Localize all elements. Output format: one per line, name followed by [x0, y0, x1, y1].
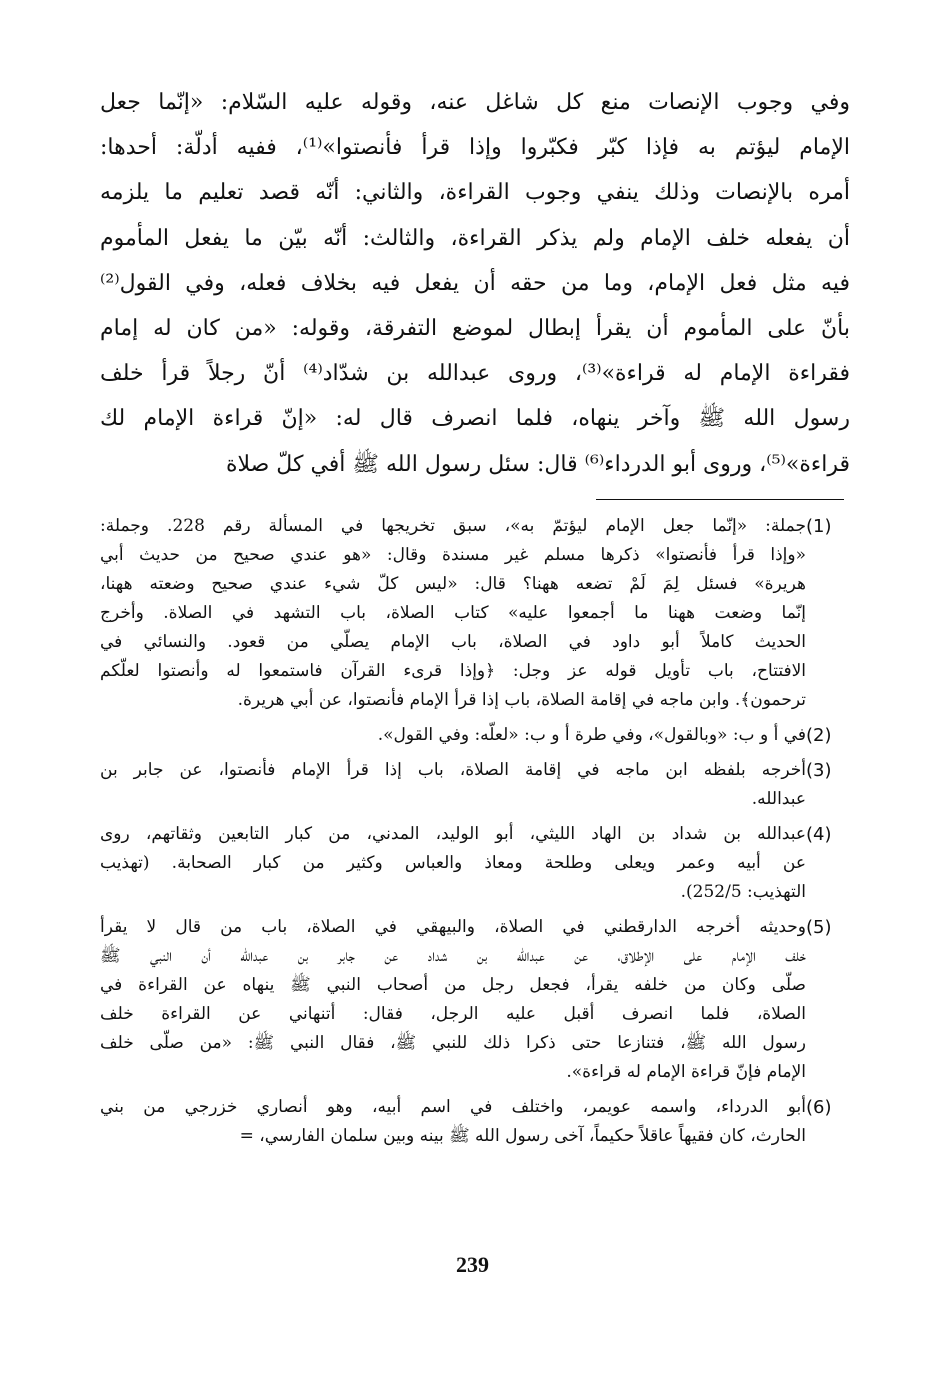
footnote-line: الافتتاح، باب تأويل قوله عز وجل: ﴿وإذا قرىء القرآن فاستمعوا له وأنصتوا لعلّكم: [100, 661, 806, 681]
page-number: 239: [456, 1252, 489, 1277]
footnote-body: [100, 913, 806, 1087]
footnotes-block: [100, 512, 850, 1157]
footnote-line: جملة: «إنّما جعل الإمام ليؤتمّ به»، سبق تخريجها في المسألة رقم 228. وجملة:: [100, 516, 806, 536]
footnote-2: [100, 721, 850, 750]
footnote-body: [100, 1093, 806, 1151]
main-text-line: رسول الله ﷺ وآخر ينهاه، فلما انصرف قال له: «إنّ قراءة الإمام لك: [100, 406, 850, 432]
footnote-line: عن أبيه وعمر ويعلى وطلحة ومعاذ والعباس وكثير من كبار الصحابة. (تهذيب: [100, 853, 806, 873]
footnote-line: عبدالله.: [751, 789, 806, 809]
footnote-line: هريرة» فسئل لِمَ لَمْ تضعه ههنا؟ قال: «ليس كلّ شيء عندي صحيح وضعته ههنا،: [100, 574, 806, 594]
footnote-4: [100, 820, 850, 907]
footnote-line: عبدالله بن شداد بن الهاد الليثي، أبو الوليد، المدني، من كبار التابعين وثقاتهم، روى: [100, 824, 806, 844]
footnote-number: (4): [806, 824, 832, 845]
footnote-line: الإمام فإنّ قراءة الإمام له قراءة».: [566, 1062, 806, 1082]
main-text-line: الإمام ليؤتم به فإذا كبّر فكبّروا وإذا قرأ فأنصتوا»⁽¹⁾، ففيه أدلّة: أحدها:: [100, 135, 850, 161]
main-text-line: قراءة»⁽⁵⁾، وروى أبو الدرداء⁽⁶⁾ قال: سئل رسول الله ﷺ أفي كلّ صلاة: [225, 451, 850, 477]
footnote-line: في أ و ب: «وبالقول»، وفي طرة أ و ب: «لعلّه: وفي القول».: [377, 725, 806, 745]
footnote-3: [100, 756, 850, 814]
footnote-line: وحديثه أخرجه الدارقطني في الصلاة، والبيهقي في الصلاة، باب من قال لا يقرأ: [100, 917, 806, 937]
footnote-line: الحارث، كان فقيهاً عاقلاً حكيماً، آخى رسول الله ﷺ بينه وبين سلمان الفارسي، =: [239, 1126, 806, 1146]
footnote-body: [100, 512, 806, 715]
footnote-line: أبو الدرداء، واسمه عويمر، واختلف في اسم أبيه، وهو أنصاري خزرجي من بني: [100, 1097, 806, 1117]
main-text-line: فقراءة الإمام له قراءة»⁽³⁾، وروى عبدالله بن شدّاد⁽⁴⁾ أنّ رجلاً قرأ خلف: [100, 361, 850, 387]
footnote-number: (5): [806, 917, 832, 938]
main-text-line: أن يفعله خلف الإمام ولم يذكر القراءة، والثالث: أنّه بيّن ما يفعل المأموم: [100, 225, 850, 251]
footnote-line: ترحمون﴾. وابن ماجه في إقامة الصلاة، باب إذا قرأ الإمام فأنصتوا، عن أبي هريرة.: [237, 690, 806, 710]
footnote-body: [100, 756, 806, 814]
footnote-line: خلف الإمام على الإطلاق، عن عبدالله بن شداد عن جابر بن عبدالله أن النبي ﷺ: [100, 946, 806, 966]
footnote-body: [100, 820, 806, 907]
main-text-block: [100, 80, 850, 487]
footnote-line: إنّما وضعت ههنا ما أجمعوا عليه» كتاب الصلاة، باب التشهد في الصلاة. وأخرج: [100, 603, 806, 623]
footnote-6: [100, 1093, 850, 1151]
footnote-number: (1): [806, 516, 832, 537]
footnote-line: «وإذا قرأ فأنصتوا» ذكرها مسلم غير مسندة وقال: «هو عندي صحيح من حديث أبي: [100, 545, 806, 565]
footnote-separator-rule: [596, 499, 844, 500]
footnote-line: رسول الله ﷺ، فتنازعا حتى ذكرا ذلك للنبي ﷺ، فقال النبي ﷺ: «من صلّى خلف: [100, 1033, 806, 1053]
footnote-line: الحديث كاملاً أبو داود في الصلاة، باب الإمام يصلّي من قعود. والنسائي في: [100, 632, 806, 652]
footnote-line: صلّى وكان من خلفه يقرأ، فجعل رجل من أصحاب النبي ﷺ ينهاه عن القراءة في: [100, 975, 806, 995]
footnote-5: [100, 913, 850, 1087]
main-text-line: فيه مثل فعل الإمام، وما من حقه أن يفعل فيه بخلاف فعله، وفي القول⁽²⁾: [100, 270, 850, 296]
footnote-line: التهذيب: 252/5).: [680, 882, 806, 902]
footnote-1: [100, 512, 850, 715]
main-text-line: وفي وجوب الإنصات منع كل شاغل عنه، وقوله عليه السّلام: «إنّما جعل: [100, 90, 850, 115]
main-text-line: بأنّ على المأموم أن يقرأ إبطال لموضع التفرقة، وقوله: «من كان له إمام: [100, 315, 850, 341]
footnote-body: [100, 721, 806, 750]
footnote-number: (2): [806, 725, 832, 746]
footnote-line: الصلاة، فلما انصرف أقبل عليه الرجل، فقال: أتنهاني عن القراءة خلف: [100, 1004, 806, 1024]
footnote-number: (6): [806, 1097, 832, 1118]
footnote-number: (3): [806, 760, 832, 781]
footnote-line: أخرجه بلفظه ابن ماجه في إقامة الصلاة، باب إذا قرأ الإمام فأنصتوا، عن جابر بن: [100, 760, 806, 780]
main-text-line: أمره بالإنصات وذلك ينفي وجوب القراءة، والثاني: أنّه قصد تعليم ما يلزمه: [100, 180, 850, 206]
